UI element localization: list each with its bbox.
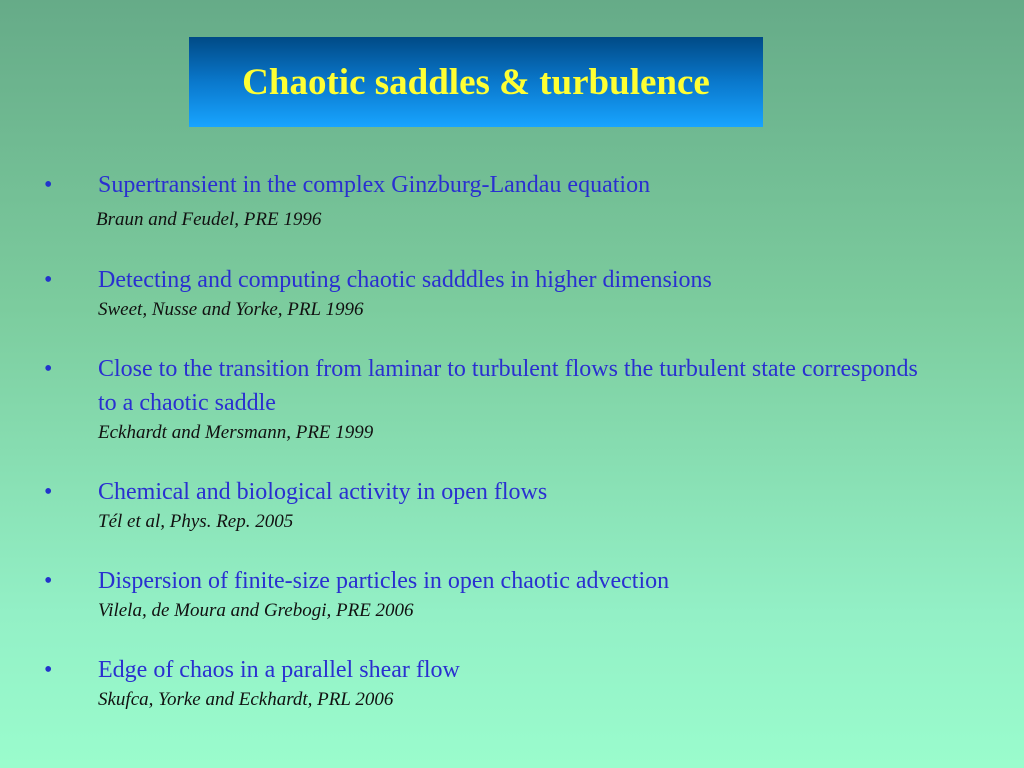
bullet-marker: • — [44, 568, 53, 594]
bullet-marker: • — [44, 479, 53, 505]
bullet-reference: Skufca, Yorke and Eckhardt, PRL 2006 — [98, 689, 394, 710]
slide-title: Chaotic saddles & turbulence — [242, 61, 710, 103]
bullet-reference: Braun and Feudel, PRE 1996 — [96, 209, 322, 230]
title-banner — [189, 37, 763, 127]
bullet-reference: Vilela, de Moura and Grebogi, PRE 2006 — [98, 600, 414, 621]
bullet-text: Edge of chaos in a parallel shear flow — [98, 657, 460, 683]
bullet-marker: • — [44, 267, 53, 293]
bullet-text: Detecting and computing chaotic sadddles in higher dimensions — [98, 267, 712, 293]
bullet-reference: Tél et al, Phys. Rep. 2005 — [98, 511, 294, 532]
bullet-reference: Eckhardt and Mersmann, PRE 1999 — [98, 422, 374, 443]
bullet-marker: • — [44, 172, 53, 198]
bullet-text: Dispersion of finite-size particles in open chaotic advection — [98, 568, 670, 594]
bullet-reference: Sweet, Nusse and Yorke, PRL 1996 — [98, 299, 364, 320]
bullet-marker: • — [44, 657, 53, 683]
bullet-text: Close to the transition from laminar to turbulent flows the turbulent state corresponds to a chaotic saddle — [98, 356, 918, 416]
bullet-marker: • — [44, 356, 53, 382]
bullet-text: Supertransient in the complex Ginzburg-Landau equation — [98, 172, 651, 198]
bullet-text: Chemical and biological activity in open flows — [98, 479, 548, 505]
